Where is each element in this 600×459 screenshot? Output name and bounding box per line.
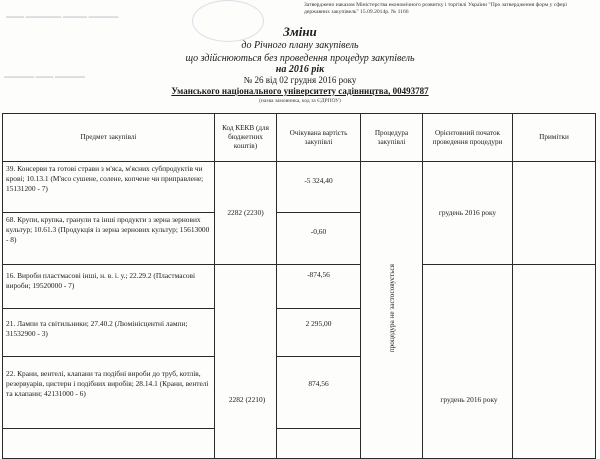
row-kekv: 2282 (2230) [215, 162, 277, 265]
row-subject: 39. Консерви та готові страви з м'яса, м'ясних субпродуктів чи крові; 10.13.1 (М'ясо сушене, солене, копчене чи приправлене; 15131200 - 7) [3, 162, 215, 213]
row-subject: 16. Вироби пластмасові інші, н. в. і. у.; 22.29.2 (Пластмасові вироби; 19520000 - 7) [3, 265, 215, 309]
organization-note: (назва замовника, код за ЄДРПОУ) [259, 98, 341, 104]
doc-subtitle: до Річного плану закупівель [241, 40, 359, 51]
approval-note: Затверджено наказом Міністерства економічного розвитку і торгівлі України "Про затвердження форм у сфері державних закупівель" 15.09.2014р. № 1166 [304, 2, 567, 15]
row-cost: 874,56 [277, 357, 361, 429]
col-header-subject: Предмет закупівлі [3, 114, 215, 162]
bleed-through-text: ▬▬▬ ▬▬▬▬▬▬ ▬▬▬▬ ▬▬▬▬▬ [6, 14, 119, 20]
row-start-empty [423, 265, 513, 459]
doc-year: на 2016 рік [275, 64, 325, 75]
row-kekv-empty [215, 265, 277, 459]
row-start: грудень 2016 року [423, 162, 513, 265]
table-row [3, 265, 596, 309]
row-notes [513, 162, 596, 265]
doc-number: № 26 від 02 грудня 2016 року [243, 75, 357, 85]
row-subject: 68. Крупи, крупка, гранули та інші продукти з зерна зернових культур; 10.61.3 (Продукція із зерна зернових культур; 15613000 - 8) [3, 213, 215, 265]
row-subject: 22. Крани, вентелі, клапани та подібні вироби до труб, котлів, резервуарів, цистерн і подібних виробів; 28.14.1 (Крани, вентелі та клапани; 42131000 - 6) [3, 357, 215, 429]
table-header-row [3, 114, 596, 162]
group2-start: грудень 2016 року [440, 395, 498, 404]
col-header-start: Орієнтовний початок проведення процедури [423, 114, 513, 162]
table-row [3, 162, 596, 213]
col-header-kekv: Код КЕКВ (для бюджетних коштів) [215, 114, 277, 162]
bleed-through-text: ▬▬▬▬▬ ▬▬▬ ▬▬▬▬▬ [4, 74, 85, 80]
organization-name: Уманського національного університету садівництва, 00493787 [171, 86, 429, 96]
row-cost: -0,60 [277, 213, 361, 265]
row-subject-empty [3, 429, 215, 459]
row-cost: -874,56 [277, 265, 361, 309]
row-cost: -5 324,40 [277, 162, 361, 213]
row-subject: 21. Лампи та світильники; 27.40.2 (Люмінісцентні лампи; 31532900 - 3) [3, 309, 215, 357]
col-header-cost: Очікувана вартість закупівлі [277, 114, 361, 162]
col-header-procedure: Процедура закупівлі [361, 114, 423, 162]
procedure-cell [361, 162, 423, 459]
group2-kekv: 2282 (2210) [228, 395, 266, 404]
procedure-text: процедура не застосовується [387, 264, 396, 353]
doc-subtitle-2: що здійснюються без проведення процедур закупівель [185, 53, 415, 64]
doc-title: Зміни [283, 24, 317, 39]
col-header-notes: Примітки [513, 114, 596, 162]
row-cost: 2 295,00 [277, 309, 361, 357]
row-cost-empty [277, 429, 361, 459]
row-notes-empty [513, 265, 596, 459]
procurement-table [2, 113, 596, 459]
